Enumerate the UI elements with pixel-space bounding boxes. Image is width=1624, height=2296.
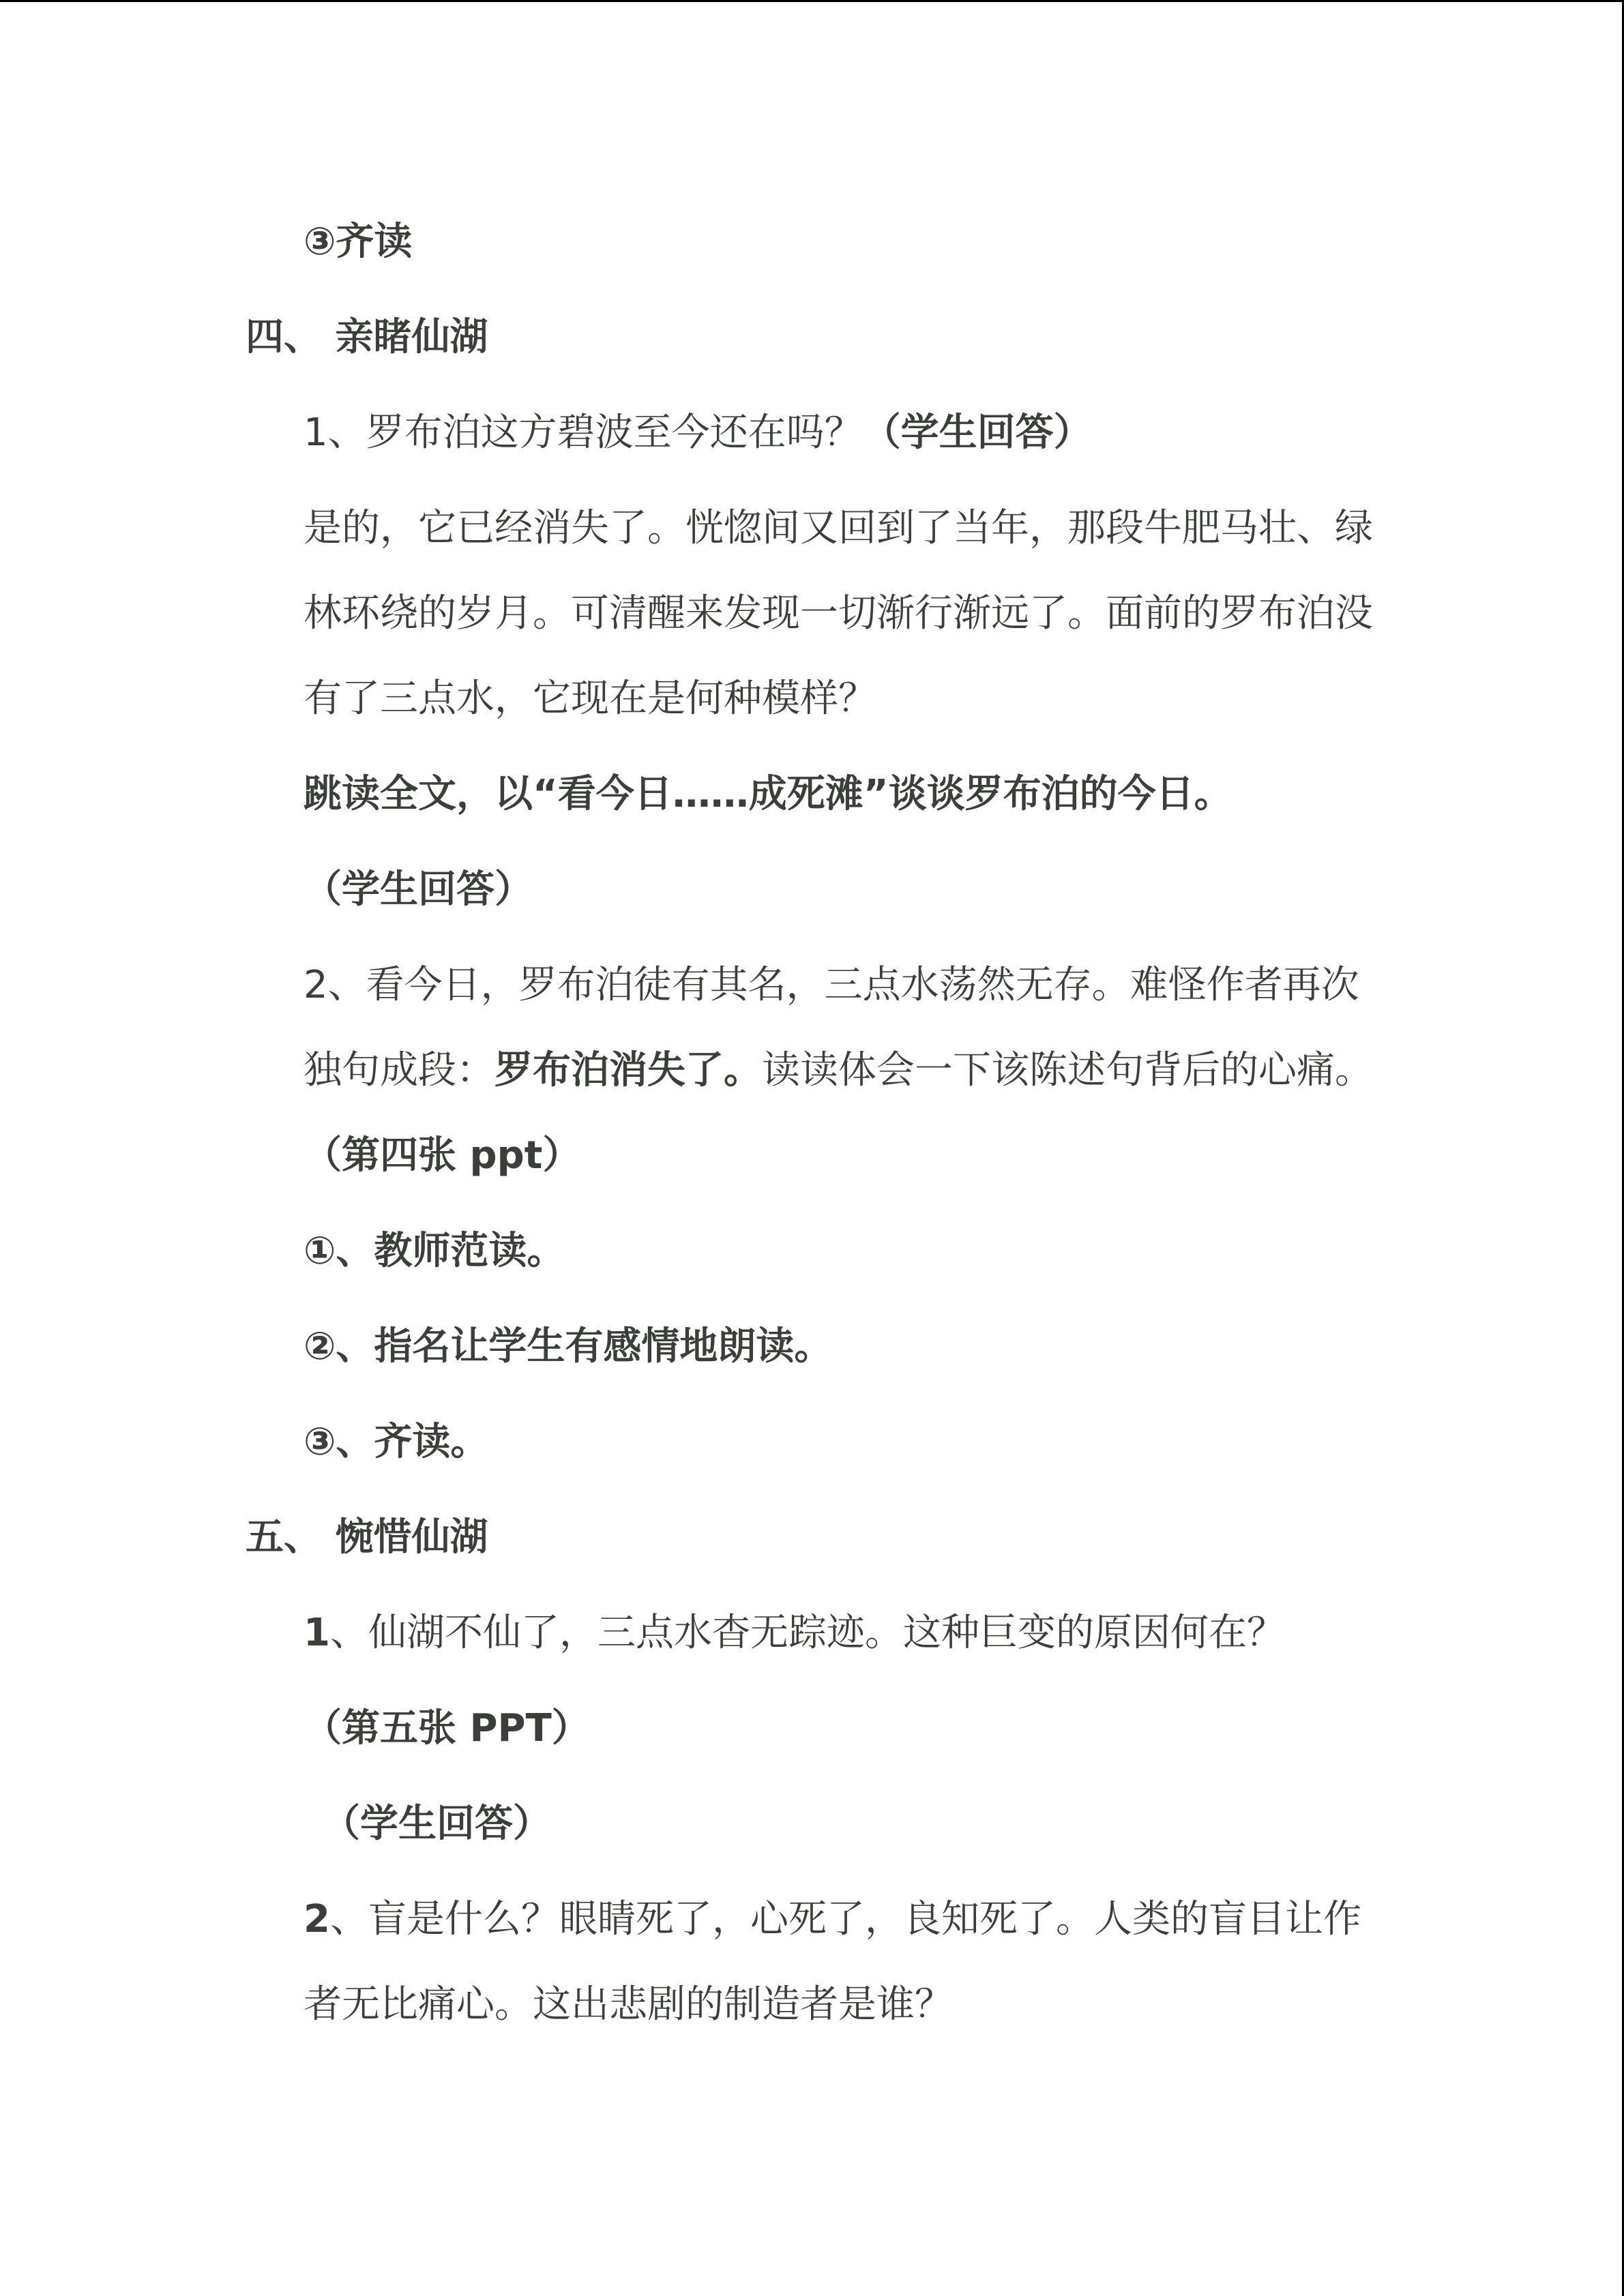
ppt-note: （第四张 ppt） xyxy=(304,1133,581,1178)
top-border xyxy=(0,0,1624,2)
paragraph-line: 有了三点水，它现在是何种模样？ xyxy=(304,676,876,721)
step-teacher-reading: ①、教师范读。 xyxy=(304,1229,565,1273)
question-1 xyxy=(304,1609,1285,1657)
question-2-line xyxy=(304,1896,1361,1943)
student-answer-note: （学生回答） xyxy=(322,1802,551,1846)
item-number: 1 xyxy=(304,1611,330,1655)
section-heading-4: 四、 亲睹仙湖 xyxy=(246,315,488,359)
text-run: 读读体会一下该陈述句背后的心痛。 xyxy=(762,1048,1373,1092)
emphasized-quote: 罗布泊消失了。 xyxy=(494,1048,762,1092)
text-run: 、盲是什么？眼睛死了，心死了，良知死了。人类的盲目让作 xyxy=(329,1897,1361,1941)
ppt-note: （第五张 PPT） xyxy=(304,1706,590,1750)
reading-instruction: 跳读全文，以“看今日……成死滩”谈谈罗布泊的今日。 xyxy=(304,772,1232,816)
question-1 xyxy=(304,409,1092,457)
question-1-text: 1、罗布泊这方碧波至今还在吗？ xyxy=(304,411,863,455)
paragraph-line: 林环绕的岁月。可清醒来发现一切渐行渐远了。面前的罗布泊没 xyxy=(304,591,1373,636)
student-answer-note: （学生回答） xyxy=(862,411,1092,455)
question-2-line: 者无比痛心。这出悲剧的制造者是谁？ xyxy=(304,1982,953,2027)
student-answer-note: （学生回答） xyxy=(304,867,533,912)
paragraph-line: 是的，它已经消失了。恍惚间又回到了当年，那段牛肥马壮、绿 xyxy=(304,506,1373,550)
item-number: 2 xyxy=(304,1897,330,1941)
step-student-reading: ②、指名让学生有感情地朗读。 xyxy=(304,1324,833,1369)
step-choral-reading: ③齐读 xyxy=(304,220,413,264)
question-2-line xyxy=(304,1047,1373,1094)
step-choral-reading: ③、齐读。 xyxy=(304,1420,489,1464)
section-heading-5: 五、 惋惜仙湖 xyxy=(246,1515,488,1560)
text-run: 、仙湖不仙了，三点水杳无踪迹。这种巨变的原因何在？ xyxy=(329,1611,1285,1655)
question-2-line: 2、看今日，罗布泊徒有其名，三点水荡然无存。难怪作者再次 xyxy=(304,963,1359,1007)
text-run: 独句成段： xyxy=(304,1048,494,1092)
